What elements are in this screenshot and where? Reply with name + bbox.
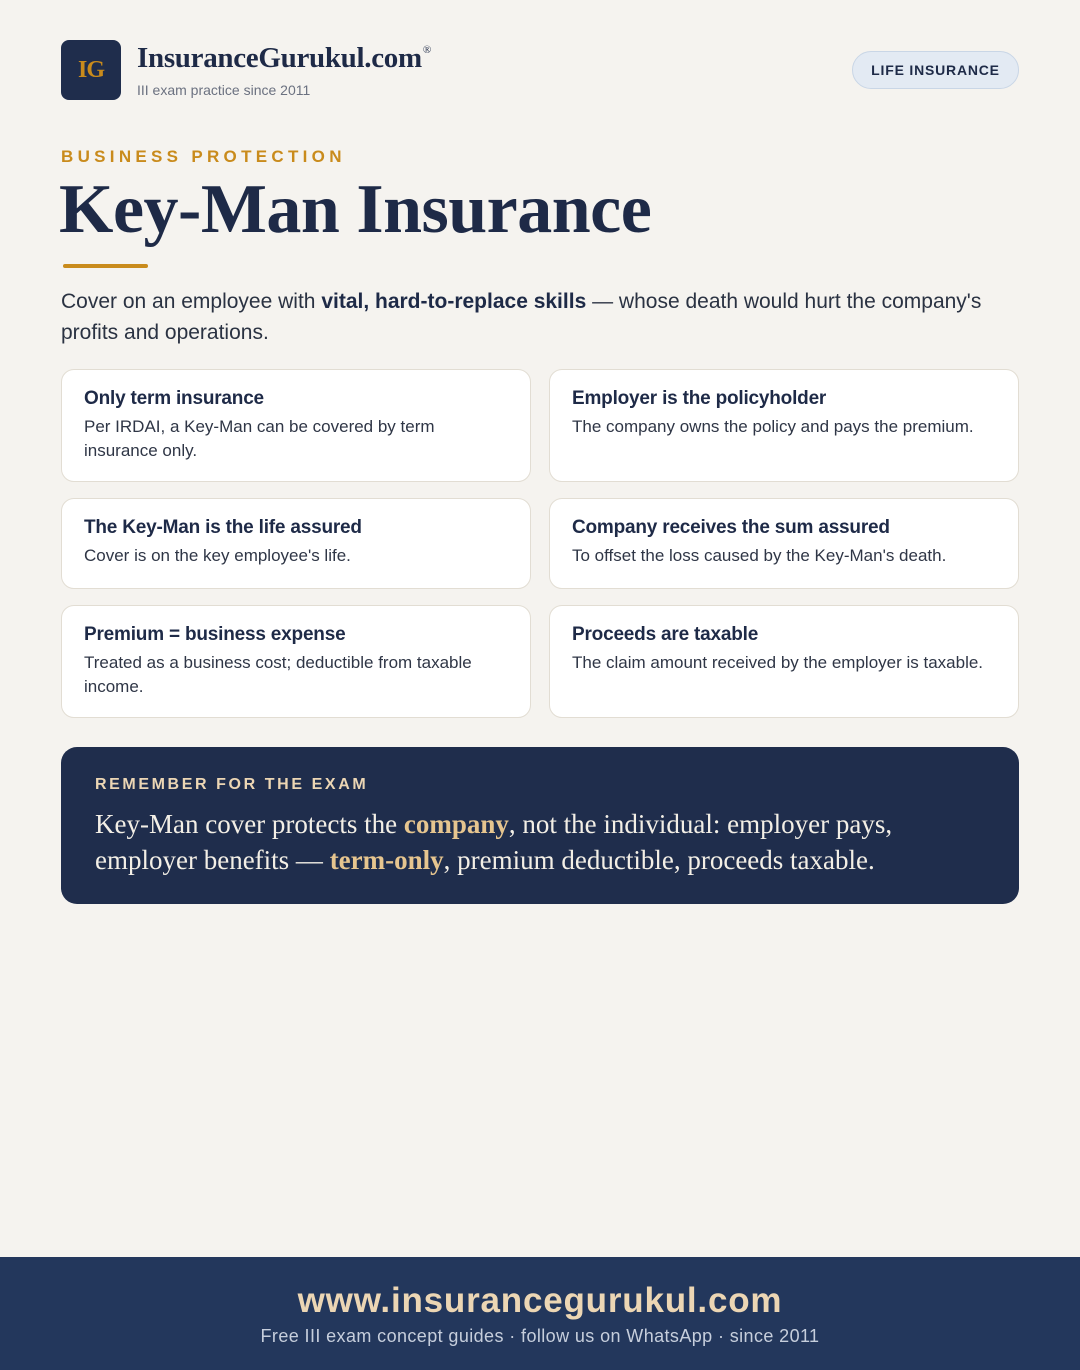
fact-card-title: The Key-Man is the life assured — [84, 517, 362, 538]
intro-bold: vital, hard-to-replace skills — [321, 290, 587, 313]
exam-tip-part: , premium deductible, proceeds taxable. — [443, 845, 875, 875]
footer — [0, 1257, 1080, 1370]
fact-card — [549, 605, 1019, 718]
exam-tip-text — [95, 806, 985, 878]
footer-url[interactable]: www.insurancegurukul.com — [297, 1281, 783, 1320]
fact-card-body: Treated as a business cost; deductible from taxable income. — [84, 653, 472, 696]
fact-card-body: To offset the loss caused by the Key-Man's death. — [572, 546, 947, 565]
exam-tip-box — [61, 747, 1019, 904]
intro-text — [61, 286, 1001, 348]
intro-after: — whose death would hurt the company's profits and operations. — [61, 290, 982, 344]
brand-tagline: III exam practice since 2011 — [137, 82, 311, 98]
category-badge[interactable]: LIFE INSURANCE — [852, 51, 1019, 89]
brand-name[interactable] — [137, 42, 431, 75]
fact-card — [549, 369, 1019, 482]
page-title: Key-Man Insurance — [59, 171, 652, 248]
fact-card — [61, 498, 531, 589]
section-eyebrow: BUSINESS PROTECTION — [61, 147, 346, 166]
exam-tip-label: REMEMBER FOR THE EXAM — [95, 776, 369, 793]
fact-card-title: Employer is the policyholder — [572, 388, 827, 409]
fact-card-title: Company receives the sum assured — [572, 517, 890, 538]
fact-card-body: The company owns the policy and pays the premium. — [572, 417, 974, 436]
logo: IG — [61, 40, 121, 100]
fact-card-body: Cover is on the key employee's life. — [84, 546, 351, 565]
fact-card-title: Proceeds are taxable — [572, 624, 759, 645]
exam-tip-highlight: term-only — [329, 845, 444, 875]
header — [61, 40, 1019, 100]
brand-name-text: InsuranceGurukul.com — [137, 42, 422, 74]
fact-card — [61, 605, 531, 718]
fact-card-title: Premium = business expense — [84, 624, 346, 645]
exam-tip-highlight: company — [403, 809, 509, 839]
exam-tip-part: Key-Man cover protects the — [95, 809, 404, 839]
exam-tip-part: , not the individual: employer pays, employer benefits — — [95, 809, 893, 875]
registered-mark: ® — [422, 44, 431, 56]
footer-subtext: Free III exam concept guides · follow us on WhatsApp · since 2011 — [260, 1326, 820, 1346]
intro-before: Cover on an employee with — [61, 290, 322, 313]
title-underline — [63, 264, 148, 268]
fact-card — [549, 498, 1019, 589]
fact-card-body: The claim amount received by the employer is taxable. — [572, 653, 984, 672]
fact-card — [61, 369, 531, 482]
fact-card-body: Per IRDAI, a Key-Man can be covered by term insurance only. — [84, 417, 435, 460]
fact-card-title: Only term insurance — [84, 388, 264, 409]
